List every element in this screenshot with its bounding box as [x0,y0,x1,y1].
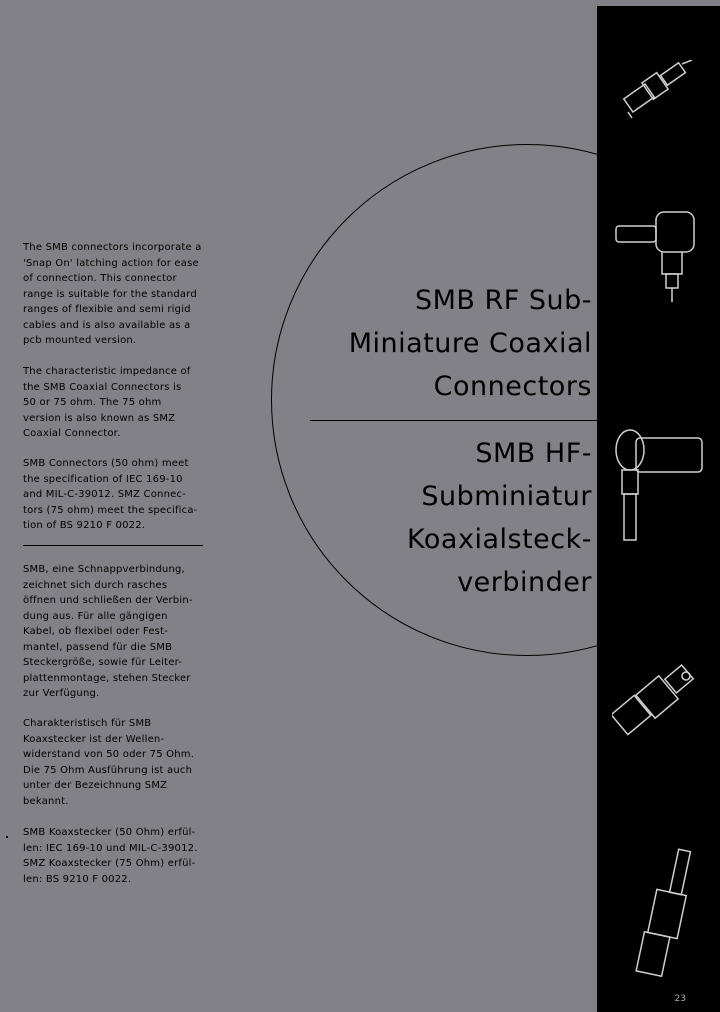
title-de-line: Koaxialsteck- [407,524,592,555]
title-de-line: verbinder [457,567,592,598]
language-divider [23,545,203,546]
german-paragraph-2 [23,716,205,809]
english-paragraph-1 [23,240,205,349]
title-en-line: Miniature Coaxial [348,328,592,359]
connector-bulkhead-icon [612,662,702,740]
title-en-line: Connectors [433,371,592,402]
title-divider [310,420,600,421]
german-paragraph-3 [23,825,205,887]
german-text: SMB Koaxstecker (50 Ohm) erfül- len: IEC 169-10 und MIL-C-39012. SMZ Koaxstecker (75 Ohm) erfül- len: BS 9210 F 0022. [23,827,198,885]
connector-straight-icon [618,60,698,122]
german-text: Charakteristisch für SMB Koaxstecker ist der Wellen- widerstand von 50 oder 75 Ohm. Die 75 Ohm Ausführung ist auch unter der Bezeichnung SMZ bekannt. [23,718,195,807]
english-text: The SMB connectors incorporate a 'Snap On' latching action for ease of connection. This connector range is suitable for the standard ranges of flexible and semi rigid cables and is also available as a pcb mounted version. [23,242,202,346]
title-de-line: SMB HF- [475,438,592,469]
title-german [292,432,592,604]
german-text: SMB, eine Schnappverbindung, zeichnet sich durch rasches öffnen und schließen der Verbin- dung aus. Für alle gängigen Kabel, ob flexibel oder Fest- mantel, passend für die SMB Steckergröße, sowie für Leiter- plattenmontage, stehen Stecker zur Verfügung. [23,564,193,699]
english-text: SMB Connectors (50 ohm) meet the specification of IEC 169-10 and MIL-C-39012. SMZ Connec- tors (75 ohm) meet the specifica- tion of BS 9210 F 0022. [23,458,198,531]
title-english [292,279,592,408]
english-paragraph-2 [23,364,205,442]
margin-mark [6,836,8,838]
connector-right-angle-icon [612,208,702,304]
english-text: The characteristic impedance of the SMB Coaxial Connectors is 50 or 75 ohm. The 75 ohm version is also known as SMZ Coaxial Connector. [23,366,191,439]
connector-angled-cable-icon [610,426,710,546]
page-number: 23 [674,994,686,1004]
title-en-line: SMB RF Sub- [414,285,592,316]
title-de-line: Subminiatur [421,481,592,512]
english-paragraph-3 [23,456,205,534]
connector-cable-plug-icon [626,848,706,980]
german-paragraph-1 [23,562,205,702]
